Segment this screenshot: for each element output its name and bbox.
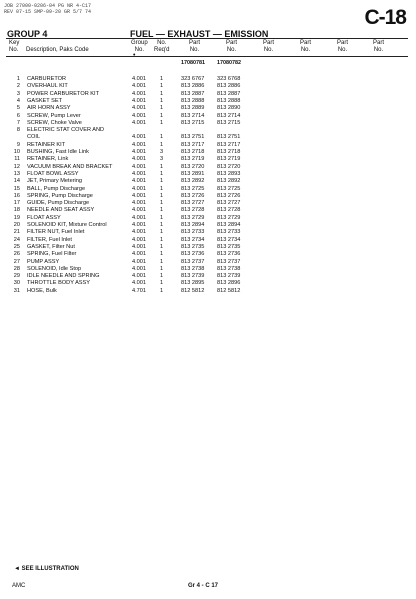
quantity-required: 1 bbox=[160, 83, 164, 90]
group-number: 4.001 bbox=[132, 273, 146, 280]
part-number-2: 813 2887 bbox=[217, 90, 241, 97]
key-number: 5 bbox=[16, 105, 20, 112]
col-header-group: Group No. bbox=[131, 40, 148, 53]
quantity-required: 1 bbox=[160, 185, 164, 192]
page-title: FUEL — EXHAUST — EMISSION bbox=[130, 29, 269, 39]
part-number-2: 813 2738 bbox=[217, 265, 241, 272]
group-number: 4.001 bbox=[132, 265, 146, 272]
group-number: 4.001 bbox=[132, 258, 146, 265]
part-description: BUSHING, Fast Idle Link bbox=[27, 149, 89, 155]
part-number-2: 323 6768 bbox=[217, 76, 241, 82]
part-number-2: 812 5812 bbox=[217, 287, 241, 294]
quantity-required: 1 bbox=[160, 76, 164, 82]
col-header-part-1: Part No. bbox=[189, 40, 201, 53]
part-number-1: 812 5812 bbox=[181, 287, 205, 294]
part-number-2: 813 2720 bbox=[217, 163, 241, 170]
part-number-2: 813 2893 bbox=[217, 170, 241, 177]
part-number-2: 813 2718 bbox=[217, 149, 241, 155]
part-number-2: 813 2726 bbox=[217, 192, 241, 199]
footer-page-number: Gr 4 - C 17 bbox=[188, 583, 219, 589]
group-number: 4.001 bbox=[132, 185, 146, 192]
part-number-1: 813 2889 bbox=[181, 105, 205, 112]
footer-brand: AMC bbox=[12, 583, 26, 589]
part-description: GASKET, Filter Nut bbox=[27, 243, 75, 250]
part-number-1: 813 2737 bbox=[181, 258, 205, 265]
key-number: 19 bbox=[13, 214, 20, 221]
key-number: 10 bbox=[13, 149, 20, 155]
part-number-1: 813 2718 bbox=[181, 149, 205, 155]
part-number-1: 813 2734 bbox=[181, 236, 205, 243]
group-number: 4.001 bbox=[132, 192, 146, 199]
part-number-1: 813 2738 bbox=[181, 265, 205, 272]
header-top-rule bbox=[6, 38, 408, 39]
part-number-1: 813 2725 bbox=[181, 185, 205, 192]
part-number-2: 813 2714 bbox=[217, 112, 241, 119]
quantity-required: 1 bbox=[160, 287, 164, 294]
key-number: 3 bbox=[16, 90, 20, 97]
group-number: 4.001 bbox=[132, 141, 146, 148]
key-number: 2 bbox=[16, 83, 20, 90]
part-number-2: 813 2717 bbox=[217, 141, 241, 148]
group-number: 4.001 bbox=[132, 280, 146, 287]
header-bottom-rule bbox=[6, 56, 408, 57]
group-number: 4.001 bbox=[132, 83, 146, 90]
key-number: 26 bbox=[13, 251, 20, 258]
key-number: 9 bbox=[16, 141, 20, 148]
group-number: 4.001 bbox=[132, 134, 146, 141]
key-number: 13 bbox=[13, 170, 20, 177]
col-header-part-2: Part No. bbox=[226, 40, 238, 53]
see-illustration-note: ◄ SEE ILLUSTRATION bbox=[14, 566, 79, 572]
revision-code-line: REV 07-15 SMP-09-20 GR 5/7 74 bbox=[4, 9, 92, 15]
key-number: 31 bbox=[13, 287, 20, 294]
part-number-1: 813 2719 bbox=[181, 156, 205, 163]
group-number: 4.001 bbox=[132, 243, 146, 250]
key-number: 29 bbox=[13, 273, 20, 280]
part-description: SPRING, Pump Discharge bbox=[27, 192, 93, 199]
page-corner-label: C-18 bbox=[364, 6, 406, 29]
part-number-2: 813 2886 bbox=[217, 83, 241, 90]
group-number: 4.001 bbox=[132, 149, 146, 155]
part-description: GUIDE, Pump Discharge bbox=[27, 200, 90, 207]
quantity-required: 1 bbox=[160, 105, 164, 112]
quantity-required: 1 bbox=[160, 265, 164, 272]
group-number: 4.001 bbox=[132, 112, 146, 119]
model-code-2: 17080782 bbox=[217, 60, 241, 66]
part-description: FLOAT ASSY bbox=[27, 214, 61, 221]
part-description: SOLENOID KIT, Mixture Control bbox=[27, 222, 107, 228]
part-number-2: 813 2725 bbox=[217, 185, 241, 192]
key-number: 17 bbox=[13, 200, 20, 207]
part-number-1: 323 6767 bbox=[181, 76, 205, 82]
part-number-1: 813 2892 bbox=[181, 178, 205, 185]
part-number-2: 813 2727 bbox=[217, 200, 241, 207]
key-number: 8 bbox=[16, 127, 20, 134]
quantity-required: 1 bbox=[160, 141, 164, 148]
group-number: 4.001 bbox=[132, 119, 146, 126]
key-number: 6 bbox=[16, 112, 20, 119]
group-number: 4.001 bbox=[132, 214, 146, 221]
key-number: 20 bbox=[13, 222, 20, 228]
part-description: FILTER, Fuel Inlet bbox=[27, 236, 72, 243]
part-number-1: 813 2894 bbox=[181, 222, 205, 228]
part-description: OVERHAUL KIT bbox=[27, 83, 68, 90]
part-description: FLOAT BOWL ASSY bbox=[27, 170, 79, 177]
part-description: ELECTRIC STAT COVER AND bbox=[27, 127, 105, 134]
part-description: SCREW, Pump Lever bbox=[27, 112, 81, 119]
part-description: RETAINER KIT bbox=[27, 141, 66, 148]
part-number-2: 813 2888 bbox=[217, 97, 241, 104]
part-number-1: 813 2715 bbox=[181, 119, 205, 126]
group-number: 4.001 bbox=[132, 178, 146, 185]
part-description: IDLE NEEDLE AND SPRING bbox=[27, 273, 100, 280]
key-number: 21 bbox=[13, 229, 20, 236]
part-description: BALL, Pump Discharge bbox=[27, 185, 86, 192]
part-number-2: 813 2715 bbox=[217, 119, 241, 126]
quantity-required: 1 bbox=[160, 200, 164, 207]
quantity-required: 1 bbox=[160, 134, 164, 141]
part-description: SCREW, Choke Valve bbox=[27, 119, 82, 126]
quantity-required: 1 bbox=[160, 280, 164, 287]
part-description: SPRING, Fuel Filter bbox=[27, 251, 77, 258]
part-number-2: 813 2735 bbox=[217, 243, 241, 250]
part-number-1: 813 2891 bbox=[181, 170, 205, 177]
col-header-part-4: Part No. bbox=[300, 40, 312, 53]
col-header-part-6: Part No. bbox=[373, 40, 385, 53]
key-number: 24 bbox=[13, 236, 20, 243]
group-number: 4.701 bbox=[132, 287, 146, 294]
key-number: 28 bbox=[13, 265, 20, 272]
quantity-required: 1 bbox=[160, 90, 164, 97]
part-description: AIR HORN ASSY bbox=[27, 105, 71, 112]
group-number: 4.001 bbox=[132, 105, 146, 112]
group-number: 4.001 bbox=[132, 76, 146, 82]
quantity-required: 1 bbox=[160, 170, 164, 177]
quantity-required: 1 bbox=[160, 119, 164, 126]
part-number-1: 813 2720 bbox=[181, 163, 205, 170]
quantity-required: 1 bbox=[160, 222, 164, 228]
key-number: 16 bbox=[13, 192, 20, 199]
part-number-2: 813 2736 bbox=[217, 251, 241, 258]
quantity-required: 1 bbox=[160, 178, 164, 185]
part-number-1: 813 2714 bbox=[181, 112, 205, 119]
part-description: SOLENOID, Idle Stop bbox=[27, 265, 82, 272]
group-number: 4.001 bbox=[132, 207, 146, 214]
part-number-2: 813 2739 bbox=[217, 273, 241, 280]
part-number-2: 813 2890 bbox=[217, 105, 241, 112]
quantity-required: 1 bbox=[160, 112, 164, 119]
part-description: VACUUM BREAK AND BRACKET bbox=[27, 163, 113, 170]
column-marker: • bbox=[133, 52, 136, 59]
key-number: 27 bbox=[13, 258, 20, 265]
key-number: 11 bbox=[14, 156, 20, 163]
part-number-1: 813 2895 bbox=[181, 280, 205, 287]
quantity-required: 1 bbox=[160, 207, 164, 214]
key-number: 12 bbox=[13, 163, 20, 170]
part-description: RETAINER, Link bbox=[27, 156, 69, 163]
part-number-2: 813 2734 bbox=[217, 236, 241, 243]
quantity-required: 3 bbox=[160, 156, 164, 163]
key-number: 30 bbox=[13, 280, 20, 287]
quantity-required: 1 bbox=[160, 214, 164, 221]
group-number: 4.001 bbox=[132, 222, 146, 228]
quantity-required: 1 bbox=[160, 258, 164, 265]
col-header-part-3: Part No. bbox=[263, 40, 275, 53]
part-number-1: 813 2726 bbox=[181, 192, 205, 199]
quantity-required: 1 bbox=[160, 97, 164, 104]
part-number-1: 813 2751 bbox=[181, 134, 205, 141]
part-number-2: 813 2729 bbox=[217, 214, 241, 221]
part-number-1: 813 2886 bbox=[181, 83, 205, 90]
part-number-1: 813 2728 bbox=[181, 207, 205, 214]
part-number-1: 813 2727 bbox=[181, 200, 205, 207]
part-description: POWER CARBURETOR KIT bbox=[27, 90, 100, 97]
part-number-1: 813 2739 bbox=[181, 273, 205, 280]
part-number-1: 813 2729 bbox=[181, 214, 205, 221]
quantity-required: 3 bbox=[160, 149, 164, 155]
group-number: 4.001 bbox=[132, 170, 146, 177]
part-number-2: 813 2751 bbox=[217, 134, 241, 141]
part-number-2: 813 2737 bbox=[217, 258, 241, 265]
quantity-required: 1 bbox=[160, 243, 164, 250]
group-number: 4.001 bbox=[132, 251, 146, 258]
key-number: 25 bbox=[13, 243, 20, 250]
group-label: GROUP 4 bbox=[7, 29, 48, 39]
quantity-required: 1 bbox=[160, 251, 164, 258]
part-number-1: 813 2887 bbox=[181, 90, 205, 97]
model-code-1: 17080781 bbox=[181, 60, 205, 66]
part-number-2: 813 2892 bbox=[217, 178, 241, 185]
part-number-2: 813 2896 bbox=[217, 280, 241, 287]
part-description: GASKET SET bbox=[27, 97, 63, 104]
quantity-required: 1 bbox=[160, 163, 164, 170]
group-number: 4.001 bbox=[132, 229, 146, 236]
part-number-1: 813 2736 bbox=[181, 251, 205, 258]
part-number-1: 813 2733 bbox=[181, 229, 205, 236]
key-number: 18 bbox=[13, 207, 20, 214]
quantity-required: 1 bbox=[160, 229, 164, 236]
key-number: 14 bbox=[13, 178, 20, 185]
key-number: 7 bbox=[16, 119, 20, 126]
group-number: 4.001 bbox=[132, 97, 146, 104]
part-description: PUMP ASSY bbox=[27, 258, 60, 265]
quantity-required: 1 bbox=[160, 273, 164, 280]
job-code-line: JOB 27000-0206-04 PG NR 4-C17 bbox=[4, 3, 92, 9]
part-number-1: 813 2735 bbox=[181, 243, 205, 250]
col-header-key: Key No. bbox=[9, 40, 20, 53]
col-header-description: Description, Paks Code bbox=[26, 47, 89, 53]
part-description: HOSE, Bulk bbox=[27, 287, 57, 294]
group-number: 4.001 bbox=[132, 156, 146, 163]
col-header-part-5: Part No. bbox=[337, 40, 349, 53]
part-number-2: 813 2894 bbox=[217, 222, 241, 228]
key-number: 4 bbox=[16, 97, 20, 104]
part-description: THROTTLE BODY ASSY bbox=[27, 280, 90, 287]
key-number: 1 bbox=[16, 76, 20, 82]
group-number: 4.001 bbox=[132, 163, 146, 170]
part-description: NEEDLE AND SEAT ASSY bbox=[27, 207, 95, 214]
part-description: JET, Primary Metering bbox=[27, 178, 83, 185]
group-number: 4.001 bbox=[132, 236, 146, 243]
part-number-1: 813 2888 bbox=[181, 97, 205, 104]
part-number-1: 813 2717 bbox=[181, 141, 205, 148]
part-number-2: 813 2733 bbox=[217, 229, 241, 236]
group-number: 4.001 bbox=[132, 200, 146, 207]
part-number-2: 813 2728 bbox=[217, 207, 241, 214]
part-description: CARBURETOR bbox=[27, 76, 67, 82]
col-header-required: No. Req'd bbox=[154, 40, 170, 53]
group-number: 4.001 bbox=[132, 90, 146, 97]
quantity-required: 1 bbox=[160, 192, 164, 199]
part-number-2: 813 2719 bbox=[217, 156, 241, 163]
part-description: FILTER NUT, Fuel Inlet bbox=[27, 229, 85, 236]
part-description: COIL bbox=[27, 134, 41, 141]
key-number: 15 bbox=[13, 185, 20, 192]
quantity-required: 1 bbox=[160, 236, 164, 243]
